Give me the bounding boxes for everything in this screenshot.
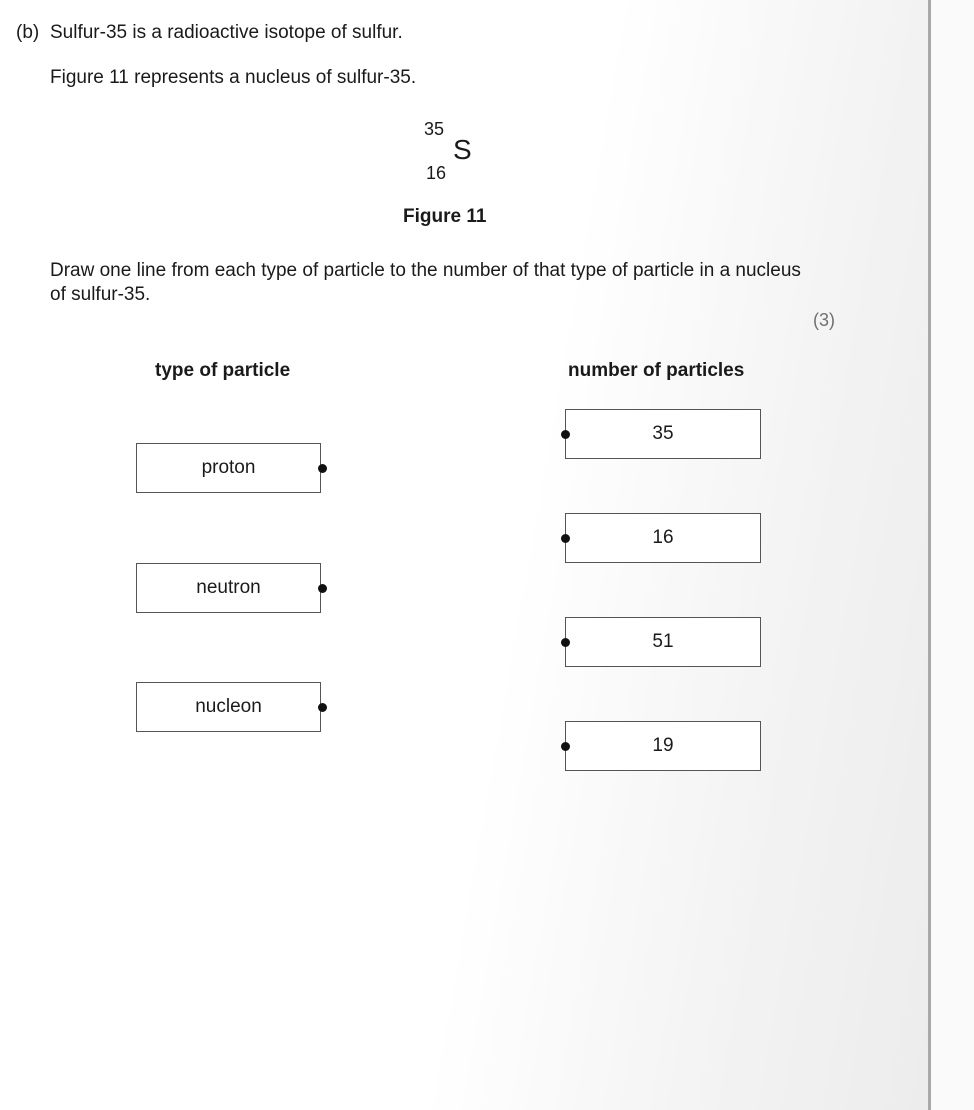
particle-box-proton xyxy=(136,443,321,493)
number-box-35 xyxy=(565,409,761,459)
number-label: 19 xyxy=(652,735,674,756)
question-intro: Sulfur-35 is a radioactive isotope of sulfur. xyxy=(50,22,403,43)
connection-dot[interactable] xyxy=(561,742,570,751)
connection-dot[interactable] xyxy=(318,584,327,593)
left-column-heading: type of particle xyxy=(155,360,291,381)
connection-dot[interactable] xyxy=(561,638,570,647)
number-box-19 xyxy=(565,721,761,771)
figure-caption: Figure 11 xyxy=(403,206,487,227)
isotope-mass-number: 35 xyxy=(424,119,445,139)
particle-box-nucleon xyxy=(136,682,321,732)
particle-label: nucleon xyxy=(195,696,262,717)
right-column-heading: number of particles xyxy=(568,360,745,381)
isotope-symbol: S xyxy=(453,134,472,165)
marks-label: (3) xyxy=(813,310,835,330)
instruction-text: Draw one line from each type of particle to the number of that type of particle in a nucleus of sulfur-35. xyxy=(50,260,801,305)
particle-label: proton xyxy=(201,457,256,478)
number-box-51 xyxy=(565,617,761,667)
particle-box-neutron xyxy=(136,563,321,613)
number-label: 35 xyxy=(652,423,674,444)
connection-dot[interactable] xyxy=(561,430,570,439)
connection-dot[interactable] xyxy=(318,703,327,712)
number-label: 16 xyxy=(652,527,674,548)
number-label: 51 xyxy=(652,631,674,652)
isotope-atomic-number: 16 xyxy=(426,163,447,183)
connection-dot[interactable] xyxy=(318,464,327,473)
figure-reference: Figure 11 represents a nucleus of sulfur-35. xyxy=(50,67,417,88)
connection-dot[interactable] xyxy=(561,534,570,543)
question-label: (b) xyxy=(16,22,40,43)
particle-label: neutron xyxy=(196,577,261,598)
page-edge xyxy=(931,0,974,1110)
number-box-16 xyxy=(565,513,761,563)
